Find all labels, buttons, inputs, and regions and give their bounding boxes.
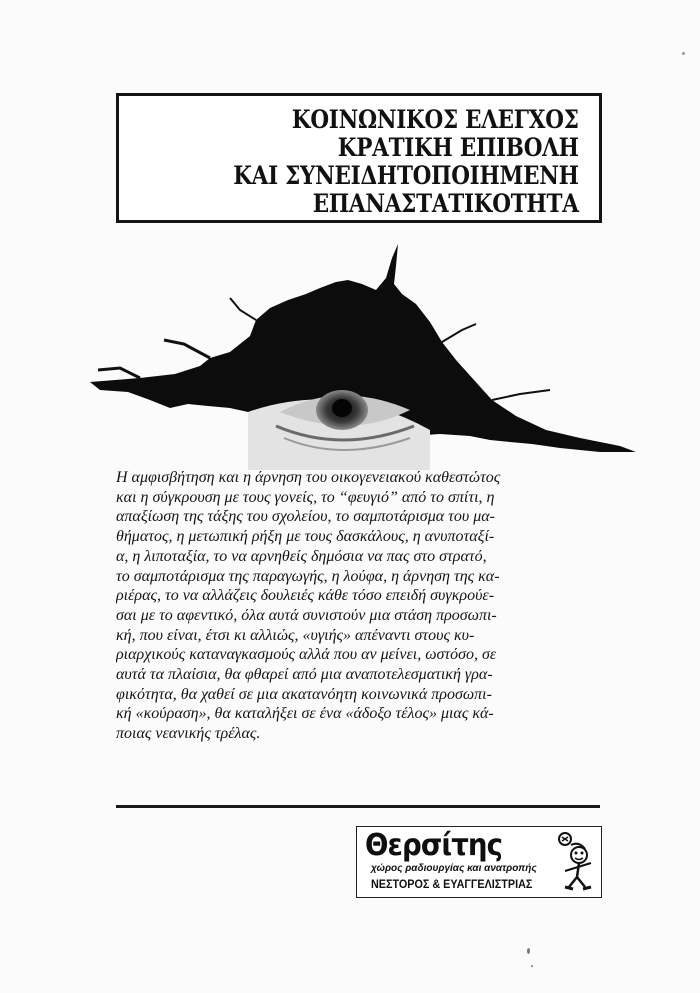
divider-rule [116, 805, 600, 808]
body-line: θήματος, η μετωπική ρήξη με τους δασκάλους, η ανυποταξί- [116, 528, 495, 546]
body-line: το σαμποτάρισμα της παραγωγής, η λούφα, η άρνηση της κα- [116, 567, 500, 585]
title-line-1: ΚΟΙΝΩΝΙΚΟΣ ΕΛΕΓΧΟΣ [292, 105, 579, 134]
title-line-2: ΚΡΑΤΙΚΗ ΕΠΙΒΟΛΗ [338, 133, 579, 162]
body-line: φικότητα, θα χαθεί σε μια ακατανόητη κοινωνικά προσωπι- [116, 685, 492, 703]
body-line: απαξίωση της τάξης του σχολείου, το σαμποτάρισμα του μα- [116, 508, 495, 526]
body-line: ριαρχικούς καταναγκασμούς αλλά που αν μείνει, ωστόσο, σε [116, 646, 497, 664]
body-line: Η αμφισβήτηση και η άρνηση του οικογενειακού καθεστώτος [116, 469, 501, 486]
jester-mascot-icon [553, 831, 599, 895]
logo-tagline: χώρος ραδιουργίας και ανατροπής [371, 863, 537, 874]
print-speck [527, 948, 530, 954]
body-text [116, 468, 600, 744]
title-line-4: ΕΠΑΝΑΣΤΑΤΙΚΟΤΗΤΑ [313, 189, 579, 218]
title [234, 106, 579, 218]
print-speck [682, 52, 685, 55]
body-line: αυτά τα πλαίσια, θα φθαρεί από μια αναποτελεσματική γρα- [116, 666, 493, 684]
title-line-3: ΚΑΙ ΣΥΝΕΙΔΗΤΟΠΟΙΗΜΕΝΗ [233, 161, 579, 190]
body-line: ριέρας, το να αλλάζεις δουλειές κάθε τόσο επειδή συγκρούε- [116, 587, 495, 605]
print-speck [531, 965, 533, 967]
title-box [116, 93, 602, 223]
body-line: κή, που είναι, έτσι κι αλλιώς, «υγιής» απέναντι στους κυ- [116, 626, 475, 644]
logo-address: ΝΕΣΤΟΡΟΣ & ΕΥΑΓΓΕΛΙΣΤΡΙΑΣ [371, 877, 533, 891]
eye-tear-illustration [80, 240, 640, 470]
body-line: α, η λιποταξία, το να αρνηθείς δημόσια να πας στο στρατό, [116, 547, 487, 565]
logo-name: Θερσίτης [365, 828, 503, 863]
body-line: σαι με το αφεντικό, όλα αυτά συνιστούν μια στάση προσωπι- [116, 606, 497, 624]
body-line: και η σύγκρουση με τους γονείς, το “φευγιό” από το σπίτι, η [116, 488, 495, 506]
body-line: ποιας νεανικής τρέλας. [116, 725, 261, 743]
logo-box [356, 826, 602, 898]
body-line: κή «κούραση», θα καταλήξει σε ένα «άδοξο τέλος» μιας κά- [116, 705, 494, 723]
